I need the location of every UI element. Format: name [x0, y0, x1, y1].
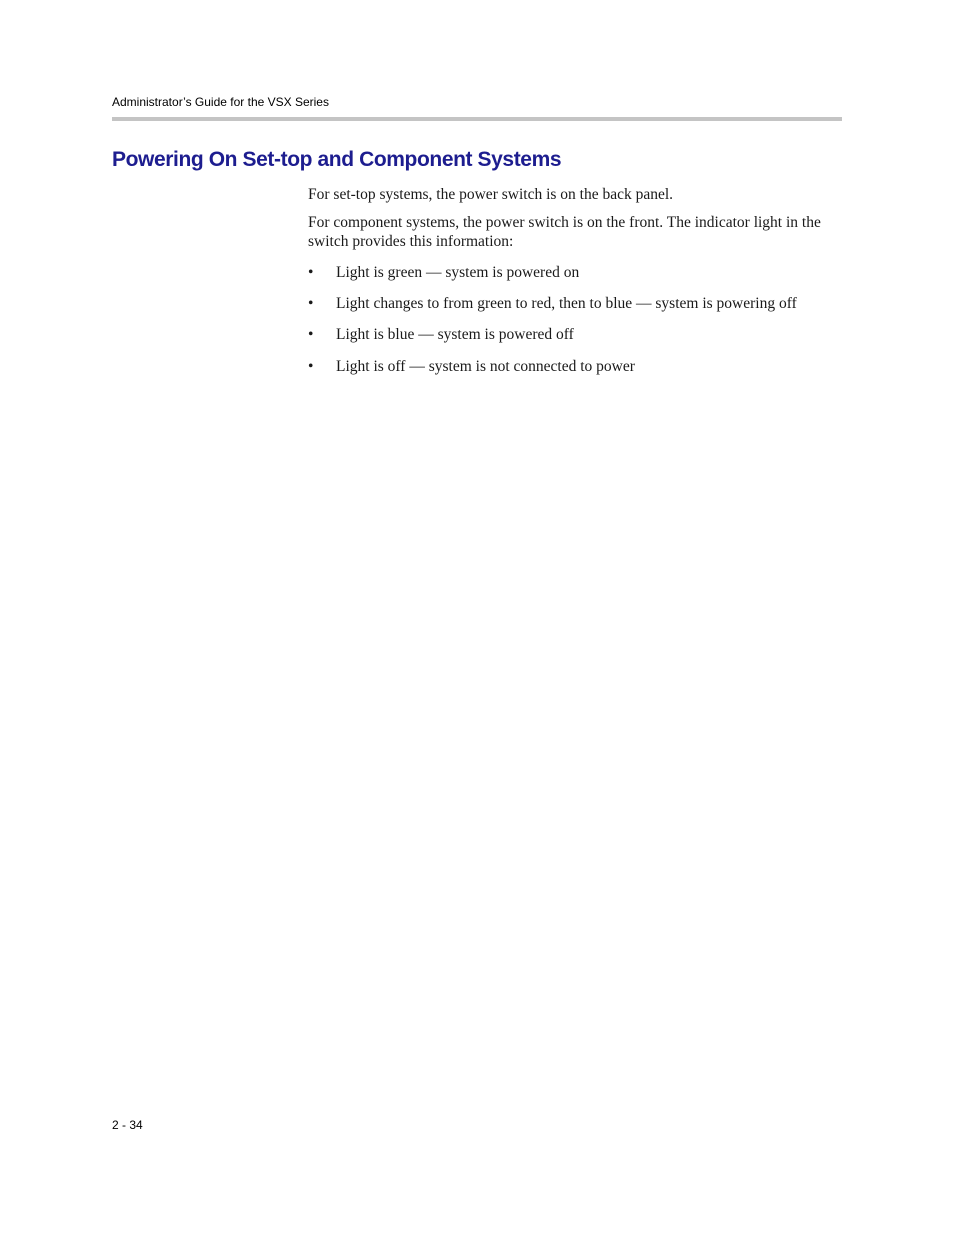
page-number: 2 - 34 [112, 1118, 143, 1132]
bullet-text: Light changes to from green to red, then to blue — system is powering off [336, 295, 797, 312]
header-rule [112, 117, 842, 121]
bullet-icon: • [308, 358, 314, 375]
bullet-text: Light is off — system is not connected to power [336, 358, 635, 375]
bullet-text: Light is green — system is powered on [336, 264, 580, 281]
bullet-icon: • [308, 295, 314, 312]
bullet-icon: • [308, 326, 314, 343]
bullet-icon: • [308, 264, 314, 281]
bullet-text: Light is blue — system is powered off [336, 326, 574, 343]
intro-paragraph-component: For component systems, the power switch is on the front. The indicator light in the switch provides this information: [308, 214, 821, 250]
running-header: Administrator’s Guide for the VSX Series [112, 95, 329, 109]
intro-paragraph-set-top: For set-top systems, the power switch is on the back panel. [308, 186, 674, 203]
section-title: Powering On Set-top and Component Systems [112, 148, 562, 171]
